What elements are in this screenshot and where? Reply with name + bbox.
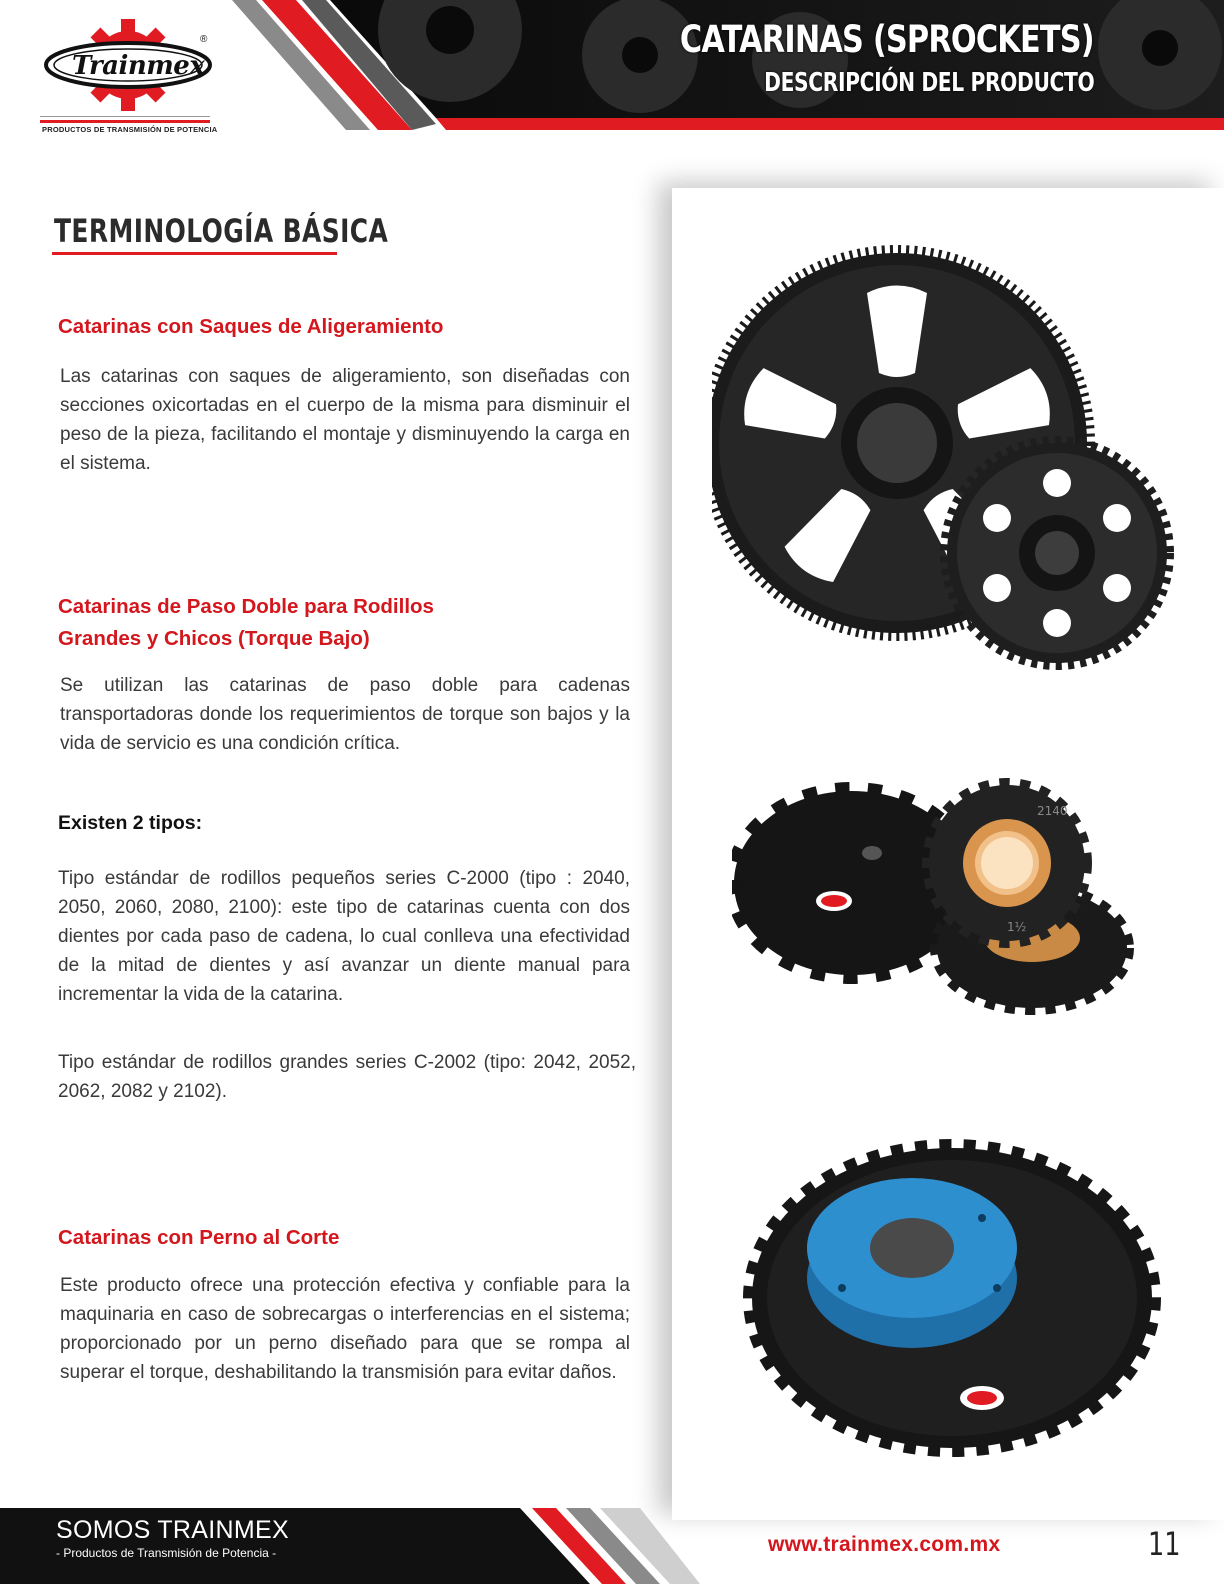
heading-double-pitch-line1: Catarinas de Paso Doble para Rodillos [58, 595, 434, 618]
paragraph-shear-pin: Este producto ofrece una protección efectiva y confiable para la maquinaria en caso de sobrecargas o interferencias en el sistema; proporcionado por un perno diseñado para que se rompa al superar el torque, deshabilitando la transmisión para evitar daños. [60, 1275, 630, 1383]
logo-wordmark: Trainmex [72, 51, 205, 81]
section-title-underline [52, 252, 337, 255]
double-pitch-sprocket-photo [732, 773, 1152, 1043]
footer-tagline: - Productos de Transmisión de Potencia - [56, 1546, 277, 1560]
heading-lightened-sprockets: Catarinas con Saques de Aligeramiento [58, 315, 444, 338]
sprocket-mark: 1½ [1007, 920, 1027, 934]
paragraph-type-large-rollers: Tipo estándar de rodillos grandes series C-2002 (tipo: 2042, 2052, 2062, 2082 y 2102). [58, 1052, 636, 1102]
logo-rule-gray [40, 116, 210, 117]
photo-panel [672, 188, 1224, 1520]
lightened-sprocket-photo [712, 218, 1192, 738]
sprocket-label: 2140 [1037, 804, 1068, 818]
footer-brand: SOMOS TRAINMEX [56, 1516, 289, 1544]
website-link[interactable]: www.trainmex.com.mx [768, 1533, 1001, 1556]
header-subtitle: DESCRIPCIÓN DEL PRODUCTO [763, 68, 1094, 98]
heading-types: Existen 2 tipos: [58, 812, 203, 834]
shear-pin-sprocket-photo [732, 1133, 1172, 1463]
section-title: TERMINOLOGÍA BÁSICA [54, 212, 389, 250]
paragraph-type-small-rollers: Tipo estándar de rodillos pequeños series C-2000 (tipo : 2040, 2050, 2060, 2080, 2100): este tipo de catarinas cuenta con dos dientes por cada paso de cadena, lo cual conlleva una efectividad de la mitad de dientes y así avanzar un diente manual para incrementar la vida de la catarina. [58, 868, 630, 1005]
header-title: CATARINAS (SPROCKETS) [680, 18, 1094, 61]
logo-rule-red [40, 120, 210, 123]
heading-shear-pin: Catarinas con Perno al Corte [58, 1226, 340, 1249]
page-header [0, 0, 1224, 140]
heading-double-pitch-line2: Grandes y Chicos (Torque Bajo) [58, 627, 370, 650]
registered-mark: ® [200, 34, 208, 45]
logo-tagline: PRODUCTOS DE TRANSMISIÓN DE POTENCIA [42, 125, 218, 134]
page-number: 11 [1148, 1525, 1181, 1563]
paragraph-double-pitch: Se utilizan las catarinas de paso doble para cadenas transportadoras donde los requerimientos de torque son bajos y la vida de servicio es una condición crítica. [60, 675, 630, 754]
paragraph-lightened-sprockets: Las catarinas con saques de aligeramiento, son diseñadas con secciones oxicortadas en el cuerpo de la misma para disminuir el peso de la pieza, facilitando el montaje y disminuyendo la carga en el sistema. [60, 366, 630, 474]
